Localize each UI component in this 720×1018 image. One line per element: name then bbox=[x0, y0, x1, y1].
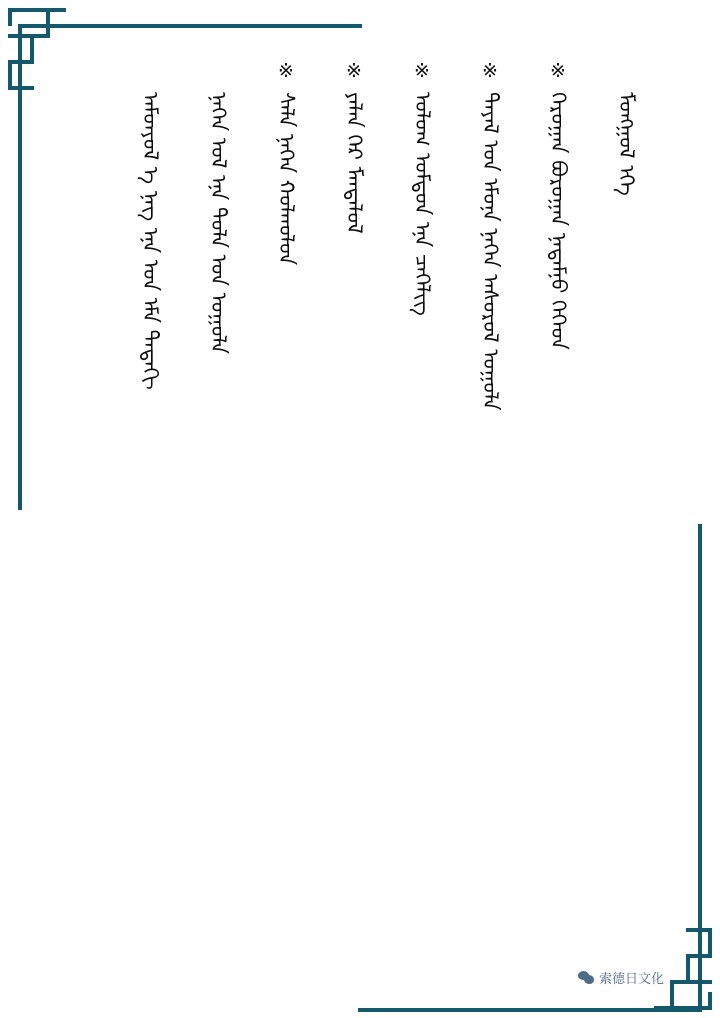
text-column bbox=[524, 62, 592, 350]
text-line: ᠨᠡᠭᠡᠨ ᠤᠯ ᠡᠨᠡ ᠳᠤᠯᠡ ᠤᠨ ᠤᠭᠤᠯᠡ bbox=[206, 92, 231, 354]
text-line: ᠲᠠᠶᠠᠯ ᠤᠨ ᠡᠮᠤᠨᠡ ᠨᠡᠭᠡᠨ ᠠᠰᠤᠷᠤᠯ ᠤᠭᠤᠯᠡ bbox=[478, 92, 503, 411]
text-column bbox=[252, 62, 320, 265]
footer-watermark bbox=[578, 968, 664, 987]
mongolian-text-body bbox=[60, 62, 660, 622]
bullet-marker-icon: ※ bbox=[278, 61, 294, 82]
text-line: ᠰᠡᠯᠡ ᠨᠡᠭᠡᠨ ᠬᠤᠯᠬᠤᠯᠤᠨ bbox=[274, 92, 299, 266]
bullet-marker-icon: ※ bbox=[482, 61, 498, 82]
text-column bbox=[592, 62, 660, 196]
text-line: ᠮᠣᠩᠭᠣᠯ ᠡᠭᠡ bbox=[614, 92, 639, 196]
text-line: ᠬᠡᠷᠤᠭᠠᠨ ᠪᠤᠷᠤᠭᠠᠨ ᠨᠠᠲᠠᠮᠨᠤ ᠭᠡᠭᠡᠳ bbox=[546, 92, 571, 350]
footer-watermark-label: 索德日文化 bbox=[599, 971, 665, 986]
bullet-marker-icon: ※ bbox=[550, 61, 566, 82]
text-column bbox=[184, 62, 252, 354]
text-column bbox=[388, 62, 456, 316]
text-column bbox=[456, 62, 524, 411]
bullet-marker-icon: ※ bbox=[346, 61, 362, 82]
text-line: ᠤᠯᠤᠭ ᠤᠮᠳᠤᠨ ᠡᠨᠡ ᠴᠠᠭᠡᠯᠢᠭ bbox=[410, 92, 435, 316]
bullet-marker-icon: ※ bbox=[414, 61, 430, 82]
wechat-icon bbox=[578, 971, 594, 985]
text-column bbox=[320, 62, 388, 234]
corner-ornament-bottom-right bbox=[632, 906, 712, 1010]
text-line: ᠶᠡᠯᠡᠨ ᠬᠡᠷ ᠮᠡᠨᠳᠠᠯᠤᠯ bbox=[342, 92, 367, 234]
text-line: ᠠᠮᠤᠨᠶᠤᠯ ᠡ ᠨᠡᠭ ᠡᠨᠡ ᠤᠨ ᠡᠮᠡ ᠳᠡᠳᠡᠭᠢ bbox=[138, 92, 163, 390]
text-column bbox=[116, 62, 184, 390]
